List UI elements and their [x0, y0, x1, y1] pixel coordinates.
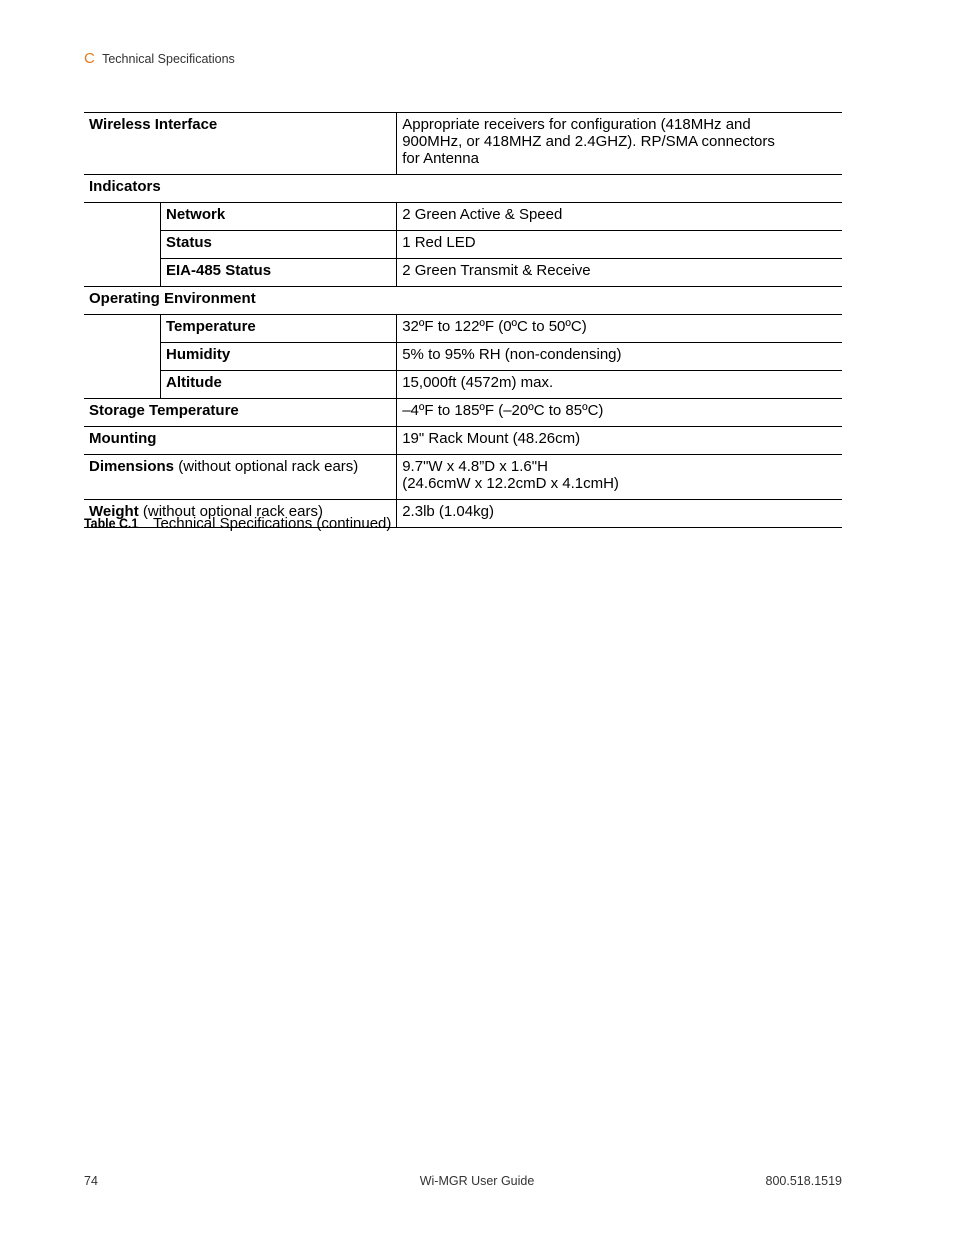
page-number: 74	[84, 1174, 98, 1188]
mounting-label: Mounting	[84, 427, 397, 455]
chapter-letter: C	[84, 50, 95, 67]
table-row	[84, 427, 842, 455]
indent-cell	[84, 315, 161, 399]
page-header	[84, 50, 235, 67]
table-row	[84, 399, 842, 427]
table-row	[84, 231, 842, 259]
mounting-value: 19" Rack Mount (48.26cm)	[402, 430, 581, 447]
weight-label-note: (without optional rack ears)	[138, 503, 323, 520]
indicator-value: 2 Green Transmit & Receive	[402, 262, 591, 279]
caption-label: Table C.1	[84, 516, 139, 531]
environment-value: 15,000ft (4572m) max.	[402, 374, 554, 391]
dimensions-value	[397, 455, 842, 500]
indicator-label: Network	[161, 203, 397, 231]
table-caption	[84, 515, 391, 532]
weight-label-bold: Weight	[89, 503, 139, 520]
table-row	[84, 259, 842, 287]
section-heading-row	[84, 287, 842, 315]
dimensions-label-note: (without optional rack ears)	[174, 458, 359, 475]
environment-label: Altitude	[161, 371, 397, 399]
environment-label: Humidity	[161, 343, 397, 371]
indicators-heading: Indicators	[89, 178, 161, 195]
table-row	[84, 113, 842, 175]
dimensions-label	[84, 455, 397, 500]
section-heading-row	[84, 175, 842, 203]
weight-value: 2.3lb (1.04kg)	[402, 503, 494, 520]
footer-phone: 800.518.1519	[765, 1174, 842, 1188]
table-row	[84, 203, 842, 231]
wireless-value-line: Appropriate receivers for configuration (418MHz and	[402, 116, 751, 133]
table-row	[84, 343, 842, 371]
dimensions-label-bold: Dimensions	[89, 458, 175, 475]
table-row	[84, 315, 842, 343]
dimensions-value-line: 9.7"W x 4.8”D x 1.6"H	[402, 458, 548, 475]
storage-value: –4ºF to 185ºF (–20ºC to 85ºC)	[402, 402, 604, 419]
table-row	[84, 371, 842, 399]
storage-label: Storage Temperature	[84, 399, 397, 427]
footer-title: Wi-MGR User Guide	[419, 1174, 535, 1188]
spec-table	[84, 112, 842, 528]
dimensions-value-line: (24.6cmW x 12.2cmD x 4.1cmH)	[402, 475, 619, 492]
wireless-label: Wireless Interface	[84, 113, 397, 175]
environment-value: 5% to 95% RH (non-condensing)	[402, 346, 622, 363]
caption-text: Technical Specifications (continued)	[152, 515, 392, 532]
environment-value: 32ºF to 122ºF (0ºC to 50ºC)	[402, 318, 587, 335]
environment-heading: Operating Environment	[89, 290, 256, 307]
wireless-value-line: 900MHz, or 418MHZ and 2.4GHZ). RP/SMA connectors	[402, 133, 775, 150]
indicator-value: 2 Green Active & Speed	[402, 206, 563, 223]
table-row	[84, 455, 842, 500]
wireless-value-line: for Antenna	[402, 150, 479, 167]
indicator-label: Status	[161, 231, 397, 259]
environment-label: Temperature	[161, 315, 397, 343]
wireless-value	[397, 113, 842, 175]
indicator-label: EIA-485 Status	[161, 259, 397, 287]
indent-cell	[84, 203, 161, 287]
indicator-value: 1 Red LED	[402, 234, 476, 251]
chapter-title: Technical Specifications	[102, 52, 235, 66]
